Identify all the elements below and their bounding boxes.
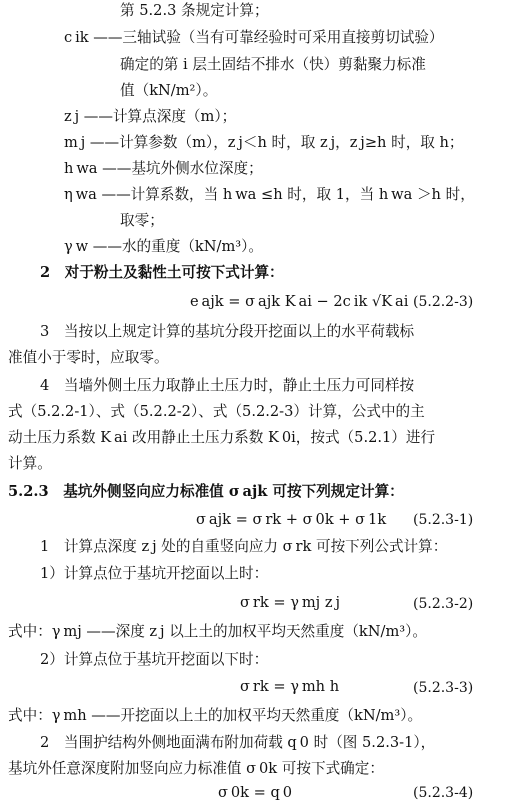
text-line: 4 当墙外侧土压力取静止土压力时，静止土压力可同样按 — [40, 377, 415, 394]
text-line: 式（5.2.2-1）、式（5.2.2-2）、式（5.2.2-3）计算，公式中的主 — [8, 403, 425, 420]
text-line: c ik ——三轴试验（当有可靠经验时可采用直接剪切试验） — [64, 29, 444, 46]
text-line: 计算。 — [8, 455, 52, 472]
text-line: 1 计算点深度 z j 处的自重竖向应力 σ rk 可按下列公式计算： — [40, 538, 448, 555]
text-line: 2）计算点位于基坑开挖面以下时： — [40, 651, 269, 668]
text-line: 2 当围护结构外侧地面满布附加荷载 q 0 时（图 5.2.3-1）， — [40, 734, 436, 751]
text-line: 取零； — [120, 212, 164, 229]
text-line: h wa ——基坑外侧水位深度； — [64, 160, 263, 177]
text-line: 确定的第 i 层土固结不排水（快）剪黏聚力标准 — [120, 56, 426, 73]
text-line: z j ——计算点深度（m）； — [64, 108, 237, 125]
equation: σ rk = γ mh h — [240, 678, 340, 695]
text-line: 值（kN/m²）。 — [120, 82, 218, 99]
text-line: 2 对于粉土及黏性土可按下式计算： — [40, 264, 284, 281]
text-line: m j ——计算参数（m），z j＜h 时，取 z j，z j≥h 时，取 h； — [64, 134, 464, 151]
text-line: 3 当按以上规定计算的基坑分段开挖面以上的水平荷载标 — [40, 323, 415, 340]
equation-number: (5.2.3-4) — [413, 785, 474, 801]
text-line: 式中：γ mj ——深度 z j 以上土的加权平均天然重度（kN/m³）。 — [8, 623, 428, 640]
text-line: 第 5.2.3 条规定计算； — [120, 2, 269, 19]
equation-number: (5.2.2-3) — [413, 294, 474, 310]
equation-number: (5.2.3-2) — [413, 596, 474, 612]
text-line: η wa ——计算系数，当 h wa ≤h 时，取 1，当 h wa ＞h 时， — [64, 186, 475, 203]
section-heading: 5.2.3 基坑外侧竖向应力标准值 σ ajk 可按下列规定计算： — [8, 483, 404, 500]
text-line: 准值小于零时，应取零。 — [8, 349, 169, 366]
equation-number: (5.2.3-1) — [413, 512, 474, 528]
equation: σ 0k = q 0 — [218, 784, 293, 801]
text-line: 式中：γ mh ——开挖面以上土的加权平均天然重度（kN/m³）。 — [8, 707, 423, 724]
equation: σ rk = γ mj z j — [240, 594, 340, 611]
text-line: 基坑外任意深度附加竖向应力标准值 σ 0k 可按下式确定： — [8, 760, 384, 777]
equation: e ajk = σ ajk K ai − 2c ik √K ai — [190, 293, 409, 310]
text-line: 1）计算点位于基坑开挖面以上时： — [40, 565, 269, 582]
text-line: 动土压力系数 K ai 改用静止土压力系数 K 0i，按式（5.2.1）进行 — [8, 429, 436, 446]
equation-number: (5.2.3-3) — [413, 680, 474, 696]
equation: σ ajk = σ rk + σ 0k + σ 1k — [196, 511, 387, 528]
text-line: γ w ——水的重度（kN/m³）。 — [64, 238, 264, 255]
